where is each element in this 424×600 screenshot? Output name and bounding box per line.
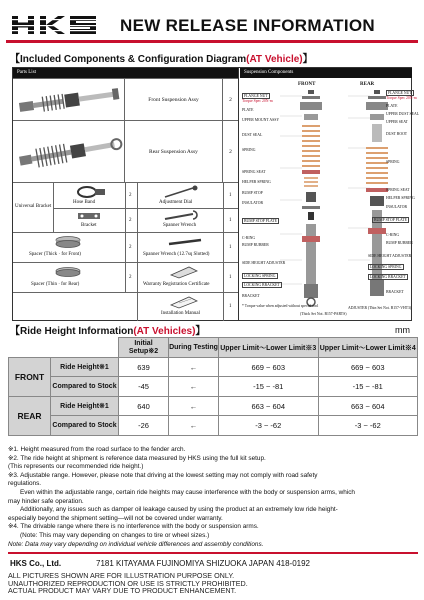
note-line: (This represents our recommended ride height.) [8, 463, 144, 471]
ride-height-table [8, 337, 418, 436]
table-row [9, 416, 418, 436]
hose-band-qty: 2 [129, 193, 132, 198]
rear-cmp-limit3: -3 ~ -62 [219, 416, 319, 436]
front-cmp-limit4: -15 ~ -81 [318, 377, 418, 397]
label-bump-stop-plate-front: BUMP STOP PLATE [244, 219, 277, 223]
header-limit3: Upper Limit～Lower Limit※3 [219, 338, 319, 358]
manual-icon [167, 295, 201, 309]
divider [223, 263, 224, 293]
hose-band-label: Hose Band [73, 200, 96, 205]
front-cmp-label: Compared to Stock [51, 377, 119, 397]
bracket-icon [75, 210, 105, 223]
header-during: During Testing [169, 338, 219, 358]
disclaimer-line: ACTUAL PRODUCT MAY VARY DUE TO PRODUCT ENHANCEMENT. [8, 586, 237, 596]
section-title-bracket: 】 [195, 326, 206, 337]
section-title-highlight: (AT Vehicles) [133, 326, 196, 337]
header-divider [6, 40, 418, 43]
label-spring-seat-rear: SPRING SEAT [386, 188, 410, 192]
front-column-label: FRONT [298, 82, 316, 87]
label-bracket-rear: BRACKET [386, 290, 404, 294]
label-bump-stop: BUMP STOP [242, 191, 263, 195]
parts-qty-rear: 2 [229, 148, 232, 155]
label-helper-spring-rear: HELPER SPRING [386, 196, 415, 200]
bracket-label: Bracket [81, 223, 97, 228]
rear-column-label: REAR [360, 82, 375, 87]
front-rh-label: Ride Height※1 [51, 358, 119, 377]
front-rh-during: ← [169, 358, 219, 377]
label-plate-rear: PLATE [386, 104, 398, 108]
front-cmp-limit3: -15 ~ -81 [219, 377, 319, 397]
rear-rh-initial: 640 [119, 397, 169, 416]
warranty-label: Warranty Registration Certificate [143, 282, 210, 287]
label-plate-front: PLATE [242, 108, 254, 112]
section-title-bracket: 】 [302, 54, 313, 65]
note-torque: * Torque value when adjusted without special tool [242, 304, 319, 308]
parts-row-manual [13, 292, 238, 320]
front-cmp-initial: -45 [119, 377, 169, 397]
rear-rh-during: ← [169, 397, 219, 416]
parts-list-header: Parts List [13, 68, 238, 78]
parts-row-universal-bracket [13, 182, 238, 232]
label-side-height-adjuster-front: SIDE HEIGHT ADJUSTER [242, 261, 286, 265]
label-torque-rear: Torque Spec 20N·m [386, 96, 417, 100]
disclaimer-line: ALL PICTURES SHOWN ARE FOR ILLUSTRATION PURPOSE ONLY. [8, 571, 235, 580]
label-flange-nut-rear: FLANGE NUT [388, 91, 412, 95]
disclaimer [8, 572, 248, 595]
label-bracket-front: BRACKET [242, 294, 260, 298]
spanner-slotted-qty: 1 [229, 245, 232, 250]
label-torque-front: Torque Spec 20N·m [242, 99, 273, 103]
parts-row-spacer-rear [13, 262, 238, 292]
parts-list [13, 68, 239, 320]
spacer-thick-icon [53, 236, 83, 248]
note-line: ※3. Adjustable range. However, please note that driving at the lowest setting may not comply with road safety [8, 471, 318, 479]
company-name: HKS Co., Ltd. [10, 559, 62, 568]
label-upper-mount: UPPER MOUNT ASSY [242, 118, 280, 122]
note-line: ※1. Height measured from the road surface to the fender arch. [8, 446, 186, 453]
adjustment-dial-label: Adjustment Dial [159, 200, 193, 205]
note-adjuster: ADJUSTER (Thin Set Not. B157-VHT3) [348, 306, 412, 310]
label-locking-bracket-rear: LOCKING BRACKET [370, 275, 406, 279]
divider [125, 263, 126, 293]
front-stack [300, 90, 322, 306]
header-limit4: Upper Limit～Lower Limit※4 [318, 338, 418, 358]
front-rh-initial: 639 [119, 358, 169, 377]
label-bump-rubber-front: BUMP RUBBER [242, 243, 269, 247]
warranty-card-icon [167, 265, 201, 279]
label-spring-seat-front: SPRING SEAT [242, 170, 266, 174]
company-address: 7181 KITAYAMA FUJINOMIYA SHIZUOKA JAPAN 418-0192 [96, 559, 311, 568]
label-c-ring-front: C-RING [242, 236, 256, 240]
adjustment-dial-icon [163, 185, 201, 199]
page-header [6, 4, 418, 40]
note-line: Even within the adjustable range, certain ride heights may cause interference with the body or suspension arms, which [20, 488, 355, 496]
rear-rh-limit3: 663 ~ 604 [219, 397, 319, 416]
parts-row-spacer-front [13, 232, 238, 262]
suspension-header: Suspension Components [240, 68, 412, 78]
label-locking-spring-front: LOCKING SPRING [244, 274, 276, 278]
rear-cmp-label: Compared to Stock [51, 416, 119, 436]
section-title-text: 【Included Components & Configuration Diagram [10, 54, 247, 65]
unit-label: mm [395, 325, 410, 335]
divider [137, 293, 138, 321]
slotted-wrench-icon [165, 236, 205, 248]
parts-row-rear-suspension [13, 120, 238, 182]
bracket-qty: 2 [129, 218, 132, 223]
label-spring-front: SPRING [242, 148, 256, 152]
universal-bracket-label: Universal Bracket [15, 204, 52, 209]
front-cmp-during: ← [169, 377, 219, 397]
spanner-wrench-icon [161, 210, 201, 223]
parts-name-front: Front Suspension Assy [125, 79, 223, 120]
label-locking-bracket-front: LOCKING BRACKET [244, 283, 280, 287]
spacer-front-qty: 2 [129, 245, 132, 250]
table-header-row [9, 338, 418, 358]
divider [137, 233, 138, 263]
divider [137, 263, 138, 293]
section-title-text: 【Ride Height Information [10, 326, 134, 337]
section-title-ride-height [10, 322, 205, 337]
label-c-ring-rear: C-RING [386, 233, 400, 237]
table-row [9, 397, 418, 416]
components-diagram [12, 67, 420, 321]
header-initial: Initial Setup※2 [119, 338, 169, 358]
adjustment-dial-qty: 1 [229, 193, 232, 198]
label-dust-seal: DUST SEAL [242, 133, 263, 137]
label-upper-dust-seal: UPPER DUST SEAL [386, 112, 420, 116]
note-line: Note: Data may vary depending on individual vehicle differences and assembly conditions. [8, 540, 264, 548]
manual-qty: 1 [229, 304, 232, 309]
disclaimer-line: UNAUTHORIZED REPRODUCTION OR USE IS STRICTLY PROHIBITED. [8, 578, 248, 588]
front-suspension-image [13, 79, 125, 120]
label-dust-boot: DUST BOOT [386, 132, 408, 136]
spacer-rear-qty: 2 [129, 275, 132, 280]
label-locking-spring-rear: LOCKING SPRING [370, 265, 402, 269]
rear-rh-limit4: 663 ~ 604 [318, 397, 418, 416]
front-rh-limit3: 669 ~ 603 [219, 358, 319, 377]
label-helper-spring-front: HELPER SPRING [242, 180, 271, 184]
note-line: especially beyond the shipment setting—will not be covered under warranty. [8, 514, 223, 522]
parts-qty-front: 2 [229, 96, 232, 103]
note-line: ※2. The ride height at shipment is reference data measured by HKS using the full kit setup. [8, 454, 266, 462]
spacer-rear-label: Spacer (Thin · for Rear) [31, 282, 80, 287]
label-flange-nut-front: FLANGE NUT [244, 94, 268, 98]
label-insulator-rear: INSULATOR [386, 205, 408, 209]
footnotes [8, 446, 418, 549]
label-bump-stop-plate-rear: BUMP STOP PLATE [374, 218, 407, 222]
divider [223, 293, 224, 321]
label-spring-rear: SPRING [386, 160, 400, 164]
parts-name-rear: Rear Suspension Assy [125, 121, 223, 182]
note-line: (Note: This may vary depending on changes to tire or wheel sizes.) [20, 531, 210, 539]
suspension-exploded-view [240, 68, 420, 320]
footer-divider [8, 552, 418, 554]
divider [223, 233, 224, 263]
hose-band-icon [73, 185, 107, 199]
front-label: FRONT [9, 358, 51, 397]
rear-label: REAR [9, 397, 51, 436]
divider [125, 233, 126, 263]
table-corner [9, 338, 119, 358]
rear-rh-label: Ride Height※1 [51, 397, 119, 416]
note-line: Additionally, any issues such as damper oil leakage caused by using the product at an extremely low ride height- [20, 506, 338, 514]
label-bump-rubber-rear: BUMP RUBBER [386, 241, 413, 245]
manual-label: Installation Manual [161, 311, 201, 316]
warranty-qty: 1 [229, 275, 232, 280]
parts-row-front-suspension [13, 78, 238, 120]
rear-suspension-image [13, 121, 125, 182]
rear-cmp-initial: -26 [119, 416, 169, 436]
note-line: may hinder safe operation. [8, 497, 84, 505]
note-line: regulations. [8, 480, 42, 488]
spanner-slotted-label: Spanner Wrench (12.7sq Slotted) [143, 252, 210, 257]
section-title-highlight: (AT Vehicle) [246, 54, 303, 65]
front-rh-limit4: 669 ~ 603 [318, 358, 418, 377]
hks-logo [10, 14, 100, 36]
spacer-front-label: Spacer (Thick · for Front) [29, 252, 81, 257]
spanner-wrench-label: Spanner Wrench [163, 223, 197, 228]
spacer-thin-icon [53, 267, 83, 277]
label-insulator-front: INSULATOR [242, 201, 264, 205]
section-title-components [10, 50, 313, 65]
note-line: ※4. The drivable range where there is no interference with the body or suspension arms. [8, 523, 259, 531]
spanner-wrench-qty: 1 [229, 218, 232, 223]
rear-cmp-limit4: -3 ~ -62 [318, 416, 418, 436]
table-row [9, 377, 418, 397]
label-upper-seat: UPPER SEAT [386, 120, 408, 124]
page-title: NEW RELEASE INFORMATION [120, 16, 375, 35]
divider [53, 208, 238, 209]
rear-cmp-during: ← [169, 416, 219, 436]
note-thick-set: (Thick Set Not. B157-PARTS) [300, 312, 347, 316]
table-row [9, 358, 418, 377]
label-side-height-adjuster-rear: SIDE HEIGHT ADJUSTER [368, 254, 412, 258]
